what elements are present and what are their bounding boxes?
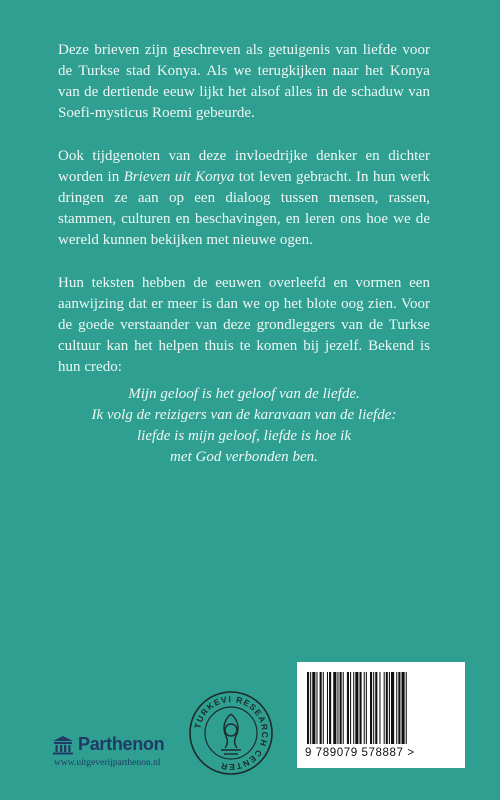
barcode-bar xyxy=(310,672,311,744)
barcode-bar xyxy=(333,672,336,744)
barcode-bar xyxy=(379,672,380,744)
barcode-bar xyxy=(373,672,374,744)
seal-text: TURKEVI RESEARCH CENTER xyxy=(192,693,271,773)
barcode-bar xyxy=(406,672,407,744)
isbn-barcode xyxy=(297,662,465,768)
barcode-bar xyxy=(312,672,315,744)
barcode-bar xyxy=(386,672,388,744)
research-center-seal xyxy=(188,690,274,776)
barcode-bar xyxy=(384,672,385,744)
barcode-bar xyxy=(353,672,354,744)
barcode-bar xyxy=(355,672,358,744)
book-title: Brieven uit Konya xyxy=(123,169,235,185)
quote-line: liefde is mijn geloof, liefde is hoe ik xyxy=(136,428,352,444)
blurb-text xyxy=(58,40,430,468)
paragraph-2 xyxy=(58,146,430,251)
barcode-bar xyxy=(396,672,397,744)
quote-line: Mijn geloof is het geloof van de liefde. xyxy=(128,386,360,402)
barcode-bars xyxy=(305,672,457,746)
paragraph-2-end: tot leven gebracht. In hun werk dringen ze aan op een dialoog tussen mensen, rassen, stammen, culturen en beschavingen, en leren ons hoe we de wereld kunnen bekijken met nieuwe ogen. xyxy=(58,169,430,248)
barcode-bar xyxy=(370,672,372,744)
barcode-digits: 9 789079 578887 > xyxy=(305,747,415,759)
barcode-bar xyxy=(391,672,394,744)
quote-line: met God verbonden ben. xyxy=(170,449,318,465)
quote-line: Ik volg de reizigers van de karavaan van de liefde: xyxy=(91,407,397,423)
barcode-bar xyxy=(320,672,322,744)
paragraph-1: Deze brieven zijn geschreven als getuigenis van liefde voor de Turkse stad Konya. Als we terugkijken naar het Konya van de dertiende eeuw lijkt het alsof alles in de schaduw van Soefi-mysticus Roemi gebeurde. xyxy=(58,42,430,121)
paragraph-3: Hun teksten hebben de eeuwen overleefd en vormen een aanwijzing dat er meer is dan we op het blote oog zien. Voor de goede verstaander van deze grondleggers van de Turkse cultuur kan het helpen thuis te komen bij jezelf. Bekend is hun credo: xyxy=(58,275,430,375)
barcode-bar xyxy=(366,672,367,744)
publisher-name: Parthenon xyxy=(78,734,165,754)
barcode-bar xyxy=(364,672,365,744)
temple-icon xyxy=(52,735,74,755)
barcode-bar xyxy=(375,672,377,744)
barcode-bar xyxy=(327,672,328,744)
paragraph-2-start: Ook tijdgenoten van deze invloedrijke denker en dichter worden in xyxy=(58,148,430,185)
barcode-bar xyxy=(350,672,351,744)
publisher-website: www.uitgeverijparthenon.nl xyxy=(54,758,161,768)
seal-emblem-icon xyxy=(221,714,241,754)
barcode-bar xyxy=(402,672,405,744)
barcode-bar xyxy=(316,672,317,744)
barcode-bar xyxy=(337,672,338,744)
svg-text:TURKEVI RESEARCH CENTER xyxy=(192,694,270,772)
barcode-bar xyxy=(340,672,342,744)
barcode-bar xyxy=(347,672,349,744)
barcode-bar xyxy=(389,672,390,744)
barcode-bar xyxy=(323,672,324,744)
barcode-bar xyxy=(343,672,344,744)
barcode-bar xyxy=(307,672,309,744)
barcode-bar xyxy=(360,672,362,744)
barcode-bar xyxy=(329,672,331,744)
credo-quote xyxy=(58,384,430,468)
barcode-bar xyxy=(398,672,400,744)
